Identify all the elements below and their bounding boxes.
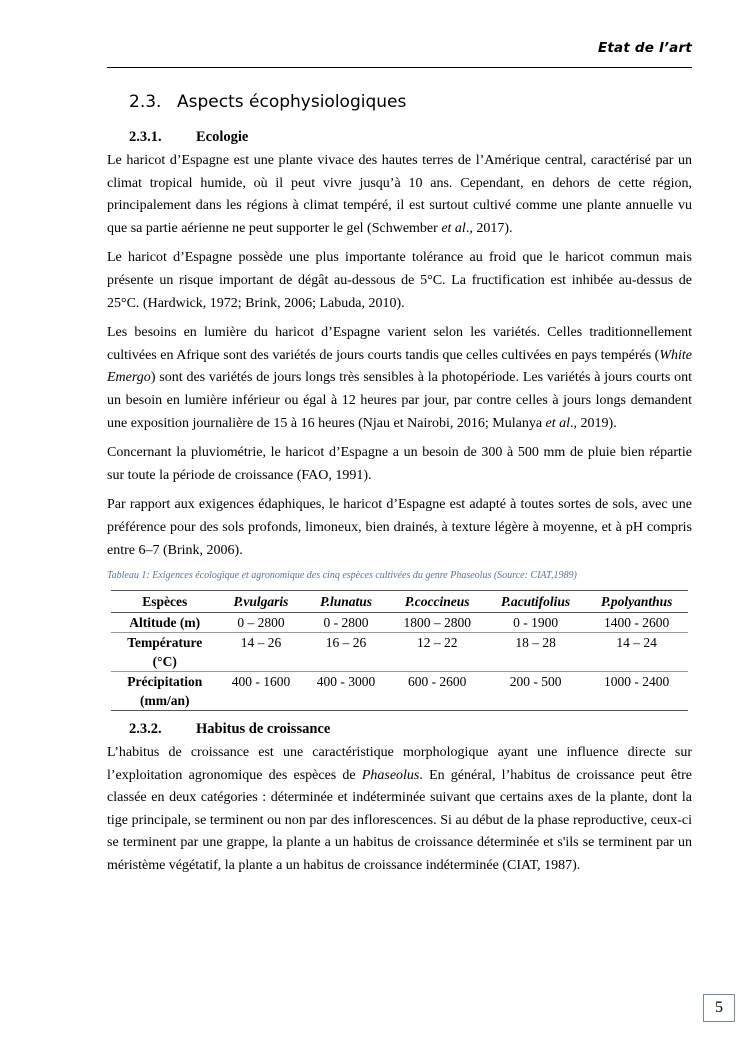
table-cell: 600 - 2600 [389,672,486,711]
column-header: P.lunatus [304,591,389,613]
table-cell: 12 – 22 [389,633,486,672]
subsection-heading-habitus [129,718,692,740]
subsection-heading-ecologie [129,126,692,148]
column-header: P.vulgaris [218,591,303,613]
requirements-table [111,590,688,711]
table-row [111,633,688,672]
table-cell: 400 - 1600 [218,672,303,711]
subsection-title: Ecologie [196,129,249,145]
paragraph-climate: Le haricot d’Espagne est une plante vivace des hautes terres de l’Amérique central, caractérisé par un climat tropical humide, où il peut vivre jusqu’à 10 ans. Cependant, en dehors de cette région, principalement dans les régions à climat tempéré, il est surtout cultivé comme une plante annuelle vu que sa partie aérienne ne peut supporter le gel (Schwember et al., 2017). [107,153,692,236]
table-cell: 200 - 500 [486,672,586,711]
subsection-number: 2.3.2. [129,721,162,738]
column-header: P.acutifolius [486,591,586,613]
running-header-title: Etat de l’art [597,40,692,56]
section-title: Aspects écophysiologiques [177,92,407,112]
table-cell: 1000 - 2400 [585,672,688,711]
table-cell: 0 - 2800 [304,613,389,633]
table-cell: 1400 - 2600 [585,613,688,633]
page-number: 5 [703,994,735,1022]
header-rule [107,67,692,68]
table-cell: 16 – 26 [304,633,389,672]
page-content [107,88,692,885]
table-cell: 14 – 24 [585,633,688,672]
paragraph-rainfall: Concernant la pluviométrie, le haricot d’Espagne a un besoin de 300 à 500 mm de pluie bien répartie sur toute la période de croissance (FAO, 1991). [107,445,692,483]
row-label: Précipitation (mm/an) [111,672,218,711]
column-header: P.coccineus [389,591,486,613]
table-header-row [111,591,688,613]
table-cell: 0 – 2800 [218,613,303,633]
table-cell: 0 - 1900 [486,613,586,633]
paragraph-soil: Par rapport aux exigences édaphiques, le haricot d’Espagne est adapté à toutes sortes de sols, avec une préférence pour des sols profonds, limoneux, bien drainés, à texture légère à moyenne, et à pH compris entre 6–7 (Brink, 2006). [107,497,692,558]
paragraph-temperature: Le haricot d’Espagne possède une plus importante tolérance au froid que le haricot commun mais présente un risque important de dégât au-dessous de 5°C. La fructification est inhibée au-dessus de 25°C. (Hardwick, 1972; Brink, 2006; Labuda, 2010). [107,250,692,311]
table-cell: 1800 – 2800 [389,613,486,633]
table-row [111,672,688,711]
paragraph-light: Les besoins en lumière du haricot d’Espagne varient selon les variétés. Celles traditionnellement cultivées en Afrique sont des variétés de jours courts tandis que celles cultivées en pays tempérés (White Emergo) sont des variétés de jours longs très sensibles à la photopériode. Les variétés à jours courts ont un besoin en lumière inférieur ou égal à 12 heures par jour, par contre celles à jours longs demandent une exposition journalière de 15 à 16 heures (Njau et Nairobi, 2016; Mulanya et al., 2019). [107,325,692,431]
subsection-title: Habitus de croissance [196,721,331,738]
table-cell: 18 – 28 [486,633,586,672]
row-label: Altitude (m) [111,613,218,633]
table-row [111,613,688,633]
section-number: 2.3. [129,92,162,112]
column-header: Espèces [111,591,218,613]
subsection-number: 2.3.1. [129,129,162,145]
table-cell: 14 – 26 [218,633,303,672]
section-heading [129,88,692,116]
row-label: Température (°C) [111,633,218,672]
table-cell: 400 - 3000 [304,672,389,711]
column-header: P.polyanthus [585,591,688,613]
table-caption: Tableau 1: Exigences écologique et agronomique des cinq espèces cultivées du genre Phaseolus (Source: CIAT,1989) [107,570,577,582]
paragraph-growth-habit: L’habitus de croissance est une caractéristique morphologique ayant une influence directe sur l’exploitation agronomique des espèces de Phaseolus. En général, l’habitus de croissance peut être classée en deux catégories : déterminée et indéterminée suivant que certains axes de la plante, dont la tige principale, se terminent ou non par des inflorescences. Si au début de la phase reproductive, ceux-ci se terminent par une grappe, la plante a un habitus de croissance déterminée et s'ils se terminent par un méristème végétatif, la plante a un habitus de croissance indéterminée (CIAT, 1987). [107,745,692,874]
